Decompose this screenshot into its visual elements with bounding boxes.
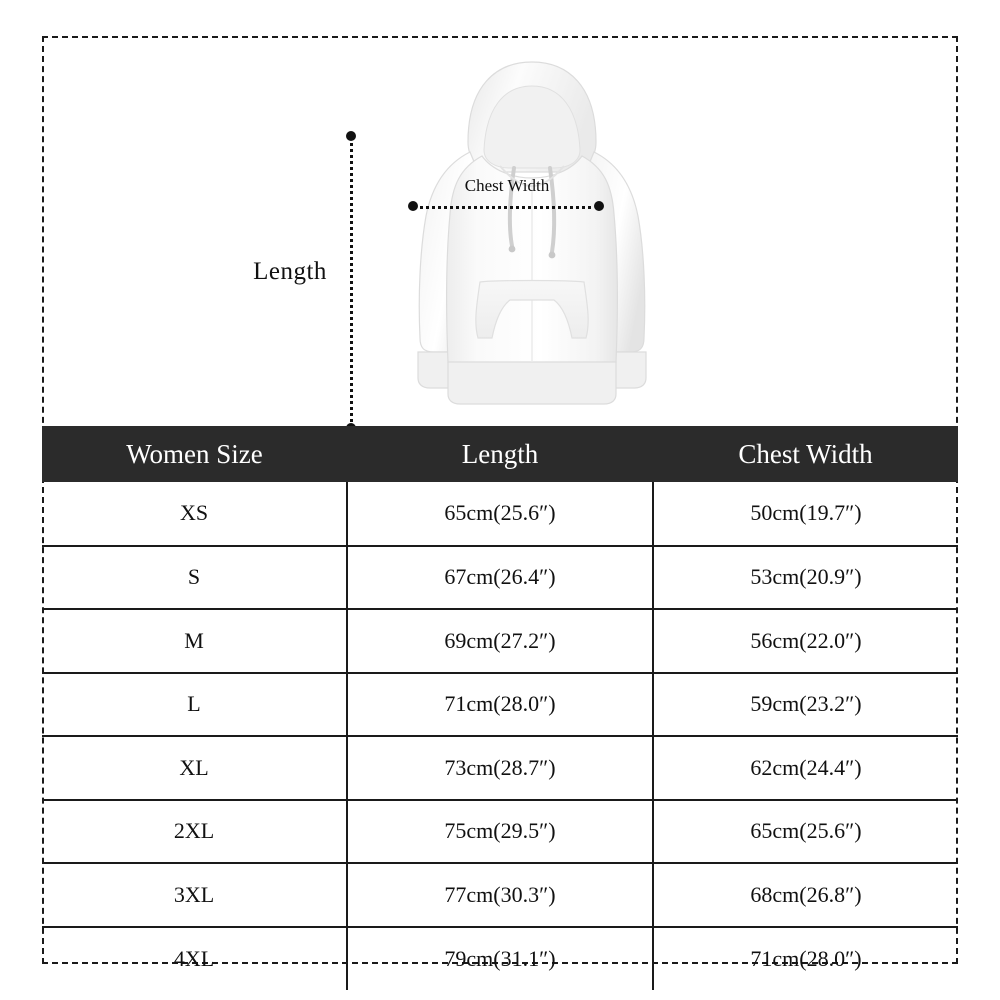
table-row (42, 863, 958, 927)
length-measure-label: Length (253, 258, 327, 285)
cell-chest: 50cm(19.7″) (653, 482, 958, 546)
table-header-row (42, 426, 958, 482)
cell-size: M (42, 609, 347, 673)
table-row (42, 800, 958, 864)
cell-chest: 62cm(24.4″) (653, 736, 958, 800)
cell-size: XL (42, 736, 347, 800)
garment-illustration-area (42, 36, 958, 426)
table-row (42, 546, 958, 610)
header-women-size: Women Size (42, 426, 347, 482)
table-body (42, 482, 958, 990)
cell-chest: 65cm(25.6″) (653, 800, 958, 864)
length-measure-line (350, 136, 353, 428)
hoodie-icon (372, 46, 692, 416)
cell-chest: 71cm(28.0″) (750, 945, 862, 971)
length-endpoint-top-dot (346, 131, 356, 141)
cell-length: 65cm(25.6″) (347, 482, 653, 546)
chest-endpoint-right-dot (594, 201, 604, 211)
header-length: Length (347, 426, 653, 482)
cell-size: S (42, 546, 347, 610)
cell-length: 73cm(28.7″) (347, 736, 653, 800)
table-row (42, 482, 958, 546)
chest-endpoint-left-dot (408, 201, 418, 211)
chest-width-measure-line (413, 206, 599, 209)
cell-length: 79cm(31.1″) (347, 927, 653, 991)
cell-chest: 68cm(26.8″) (653, 863, 958, 927)
chest-width-measure-label: Chest Width (464, 176, 550, 195)
cell-length: 67cm(26.4″) (347, 546, 653, 610)
cell-size: 2XL (42, 800, 347, 864)
cell-chest: 53cm(20.9″) (653, 546, 958, 610)
cell-length: 77cm(30.3″) (347, 863, 653, 927)
cell-size: L (42, 673, 347, 737)
cell-size: 3XL (42, 863, 347, 927)
table-row (42, 609, 958, 673)
table-row (42, 673, 958, 737)
cell-length: 69cm(27.2″) (347, 609, 653, 673)
header-chest-width: Chest Width (653, 426, 958, 482)
cell-length: 75cm(29.5″) (347, 800, 653, 864)
size-chart-table (42, 426, 958, 990)
table-header (42, 426, 958, 482)
table-row (42, 927, 958, 991)
cell-length: 71cm(28.0″) (347, 673, 653, 737)
cell-chest: 56cm(22.0″) (653, 609, 958, 673)
cell-size: XS (42, 482, 347, 546)
cell-chest: 59cm(23.2″) (653, 673, 958, 737)
table-row (42, 736, 958, 800)
cell-size: 4XL (42, 927, 347, 991)
